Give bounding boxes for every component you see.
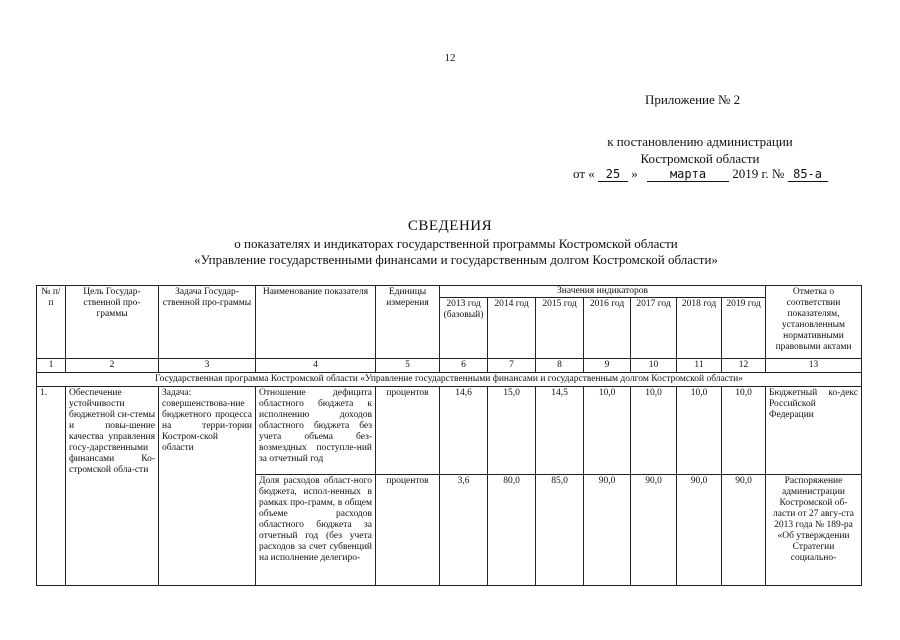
column-number: 4 bbox=[256, 359, 376, 373]
header-year: 2019 год bbox=[722, 298, 766, 359]
decree-year: 2019 г. № bbox=[732, 166, 785, 181]
header-year: 2014 год bbox=[488, 298, 536, 359]
indicator-value: 14,5 bbox=[536, 387, 584, 475]
column-number: 8 bbox=[536, 359, 584, 373]
column-number: 13 bbox=[766, 359, 862, 373]
header-indicator: Наименование показателя bbox=[256, 286, 376, 359]
indicator-value: 10,0 bbox=[631, 387, 677, 475]
indicator-value: 3,6 bbox=[440, 475, 488, 586]
document-title: СВЕДЕНИЯ bbox=[407, 218, 493, 234]
indicator-unit: процентов bbox=[376, 475, 440, 586]
header-num: № п/п bbox=[37, 286, 66, 359]
column-number: 6 bbox=[440, 359, 488, 373]
header-year: 2017 год bbox=[631, 298, 677, 359]
indicator-name: Отношение дефицита областного бюджета к исполнению доходов областного бюджета без учета объема без-возмездных поступле-ний за отчетный год bbox=[256, 387, 376, 475]
header-year: 2015 год bbox=[536, 298, 584, 359]
document-subtitle-2: «Управление государственными финансами и государственным долгом Костромской области» bbox=[194, 252, 718, 267]
column-number: 9 bbox=[584, 359, 631, 373]
indicator-value: 15,0 bbox=[488, 387, 536, 475]
column-number: 7 bbox=[488, 359, 536, 373]
page-number: 12 bbox=[444, 52, 456, 64]
decree-number: 85-а bbox=[788, 167, 828, 182]
indicator-note: Бюджетный ко-декс Российской Федерации bbox=[766, 387, 862, 475]
row-number: 1. bbox=[37, 387, 66, 586]
header-values-group: Значения индикаторов bbox=[440, 286, 766, 298]
header-year: 2016 год bbox=[584, 298, 631, 359]
header-year: 2018 год bbox=[677, 298, 722, 359]
header-goal: Цель Государ-ственной про-граммы bbox=[66, 286, 159, 359]
indicator-name: Доля расходов област-ного бюджета, испол-ненных в рамках про-грамм, в общем объеме расходов областного бюджета за отчетный год (без учета расходов за счет субвенций на исполнение делегиро- bbox=[256, 475, 376, 586]
decree-month: марта bbox=[647, 167, 729, 182]
indicator-value: 10,0 bbox=[677, 387, 722, 475]
appendix-label: Приложение № 2 bbox=[645, 92, 741, 107]
indicator-value: 90,0 bbox=[722, 475, 766, 586]
date-mid: » bbox=[631, 166, 638, 181]
document-subtitle-1: о показателях и индикаторах государственной программы Костромской области bbox=[234, 236, 678, 251]
decree-reference bbox=[580, 133, 820, 167]
indicator-value: 14,6 bbox=[440, 387, 488, 475]
decree-day: 25 bbox=[598, 167, 628, 182]
indicator-unit: процентов bbox=[376, 387, 440, 475]
column-number: 11 bbox=[677, 359, 722, 373]
column-number: 5 bbox=[376, 359, 440, 373]
row-task: Задача: совершенствова-ние бюджетного процесса на терри-тории Костром-ской области bbox=[159, 387, 256, 586]
column-number: 10 bbox=[631, 359, 677, 373]
indicator-value: 90,0 bbox=[677, 475, 722, 586]
row-goal: Обеспечение устойчивости бюджетной си-стемы и повы-шение качества управления госу-дарственными финансами Ко-стромской обла-сти bbox=[66, 387, 159, 586]
column-numbers-row bbox=[37, 359, 862, 373]
indicator-value: 10,0 bbox=[722, 387, 766, 475]
program-title: Государственная программа Костромской области «Управление государственными финансами и государственным долгом Костромской области» bbox=[37, 373, 862, 387]
program-row bbox=[37, 373, 862, 387]
decree-line-2: Костромской области bbox=[640, 151, 760, 166]
indicator-value: 10,0 bbox=[584, 387, 631, 475]
indicators-table bbox=[36, 285, 862, 586]
indicator-value: 80,0 bbox=[488, 475, 536, 586]
decree-date-line bbox=[573, 166, 828, 182]
indicator-value: 90,0 bbox=[584, 475, 631, 586]
indicator-note: Распоряжение администрации Костромской об-ласти от 27 авгу-ста 2013 года № 189-ра «Об утверждении Стратегии социально- bbox=[766, 475, 862, 586]
table-row bbox=[37, 387, 862, 475]
header-task: Задача Государ-ственной про-граммы bbox=[159, 286, 256, 359]
header-note: Отметка о соответствии показателям, установленным нормативными правовыми актами bbox=[766, 286, 862, 359]
date-prefix: от « bbox=[573, 166, 595, 181]
indicator-value: 85,0 bbox=[536, 475, 584, 586]
column-number: 2 bbox=[66, 359, 159, 373]
decree-line-1: к постановлению администрации bbox=[607, 134, 793, 149]
column-number: 12 bbox=[722, 359, 766, 373]
header-row-1 bbox=[37, 286, 862, 298]
column-number: 1 bbox=[37, 359, 66, 373]
header-year: 2013 год (базовый) bbox=[440, 298, 488, 359]
header-unit: Единицы измерения bbox=[376, 286, 440, 359]
indicator-value: 90,0 bbox=[631, 475, 677, 586]
column-number: 3 bbox=[159, 359, 256, 373]
